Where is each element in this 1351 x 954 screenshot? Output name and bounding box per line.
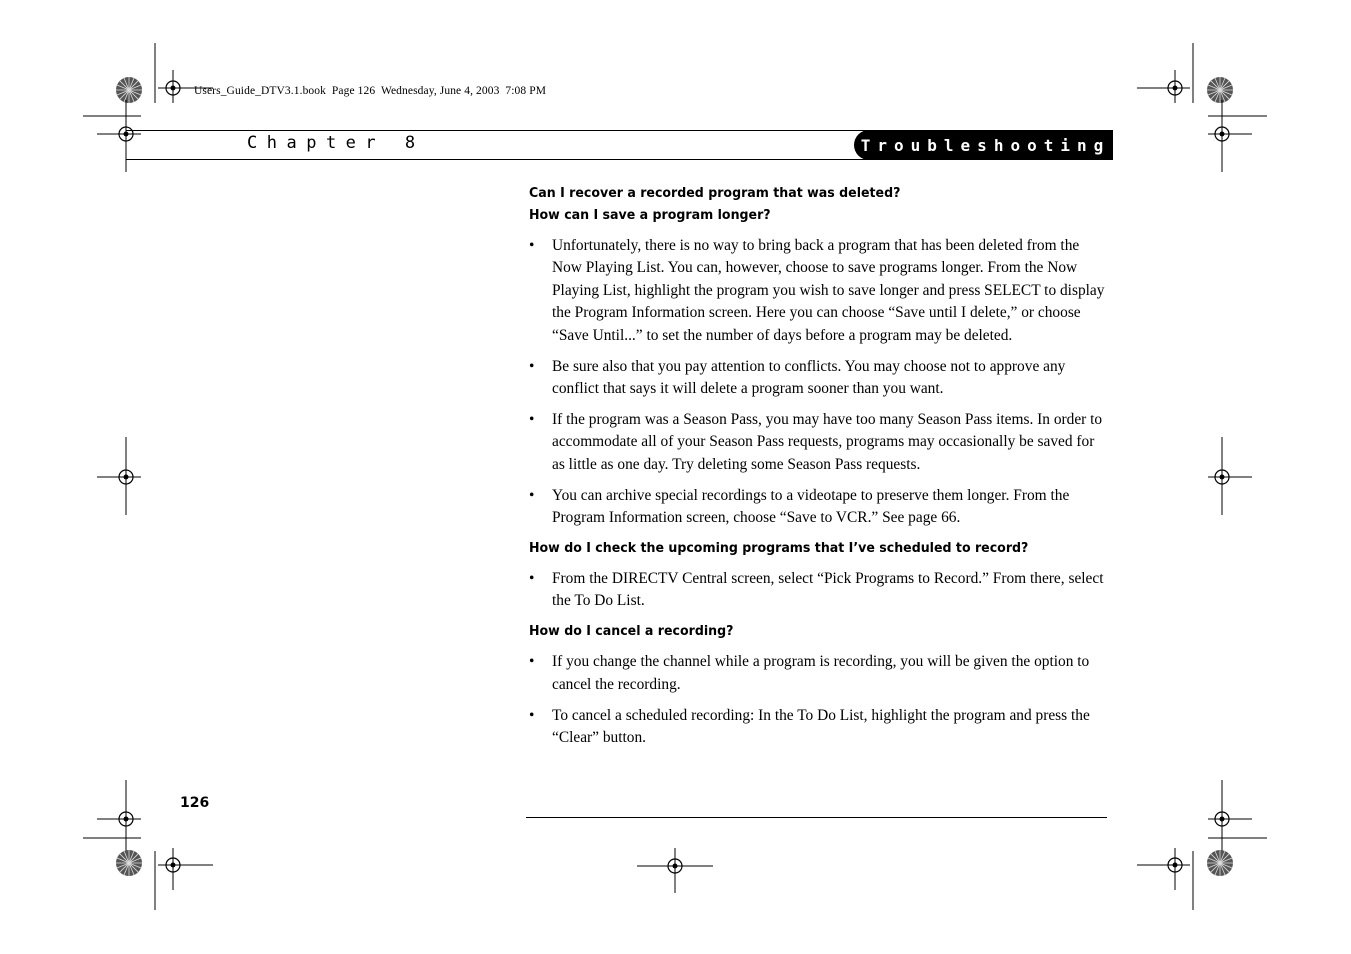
question-heading: How can I save a program longer?	[529, 208, 771, 223]
section-title: Troubleshooting	[860, 135, 1111, 155]
question-heading: How do I cancel a recording?	[529, 624, 734, 640]
section-tab	[854, 130, 1113, 160]
color-target-icon	[116, 77, 142, 103]
list-item: • Be sure also that you pay attention to conflicts. You may choose not to approve any conflict that says it will delete a program sooner than you want.	[529, 356, 1109, 401]
list-item: • From the DIRECTV Central screen, select “Pick Programs to Record.” From there, select the To Do List.	[529, 568, 1109, 613]
registration-mark-icon	[119, 812, 133, 826]
color-target-icon	[1207, 850, 1233, 876]
question-heading: How do I check the upcoming programs that I’ve scheduled to record?	[529, 540, 1029, 556]
registration-mark-icon	[1215, 127, 1229, 141]
question-heading: Can I recover a recorded program that was deleted?	[529, 186, 901, 201]
registration-mark-icon	[1168, 81, 1182, 95]
color-target-icon	[1207, 77, 1233, 103]
answer-list	[529, 568, 1109, 613]
answer-list	[529, 235, 1109, 529]
list-item: • To cancel a scheduled recording: In the To Do List, highlight the program and press the “Clear” button.	[529, 705, 1109, 750]
list-item: • You can archive special recordings to a videotape to preserve them longer. From the Program Information screen, choose “Save to VCR.” See page 66.	[529, 485, 1109, 530]
color-target-icon	[116, 850, 142, 876]
main-content	[529, 183, 1109, 758]
page-number: 126	[180, 795, 210, 811]
answer-list	[529, 651, 1109, 749]
print-slug: Users_Guide_DTV3.1.book Page 126 Wednesday, June 4, 2003 7:08 PM	[194, 85, 547, 97]
registration-mark-icon	[1215, 812, 1229, 826]
question-group-cancel	[529, 621, 1109, 643]
registration-mark-icon	[1215, 470, 1229, 484]
registration-mark-icon	[166, 858, 180, 872]
chapter-label: Chapter 8	[247, 133, 425, 153]
list-item: • Unfortunately, there is no way to bring back a program that has been deleted from the Now Playing List. You can, however, choose to save programs longer. From the Now Playing List, highlight the program you wish to save longer and press SELECT to display the Program Information screen. Here you can choose “Save until I delete,” or choose “Save Until...” to set the number of days before a program may be deleted.	[529, 235, 1109, 347]
question-group-upcoming	[529, 538, 1109, 560]
registration-mark-icon	[1168, 858, 1182, 872]
registration-mark-icon	[166, 81, 180, 95]
registration-mark-icon	[119, 470, 133, 484]
question-group-recover	[529, 183, 1109, 227]
footer-rule	[526, 817, 1107, 818]
list-item: • If the program was a Season Pass, you may have too many Season Pass items. In order to accommodate all of your Season Pass requests, programs may occasionally be saved for as little as one day. Try deleting some Season Pass requests.	[529, 409, 1109, 476]
list-item: • If you change the channel while a program is recording, you will be given the option to cancel the recording.	[529, 651, 1109, 696]
registration-mark-icon	[668, 859, 682, 873]
